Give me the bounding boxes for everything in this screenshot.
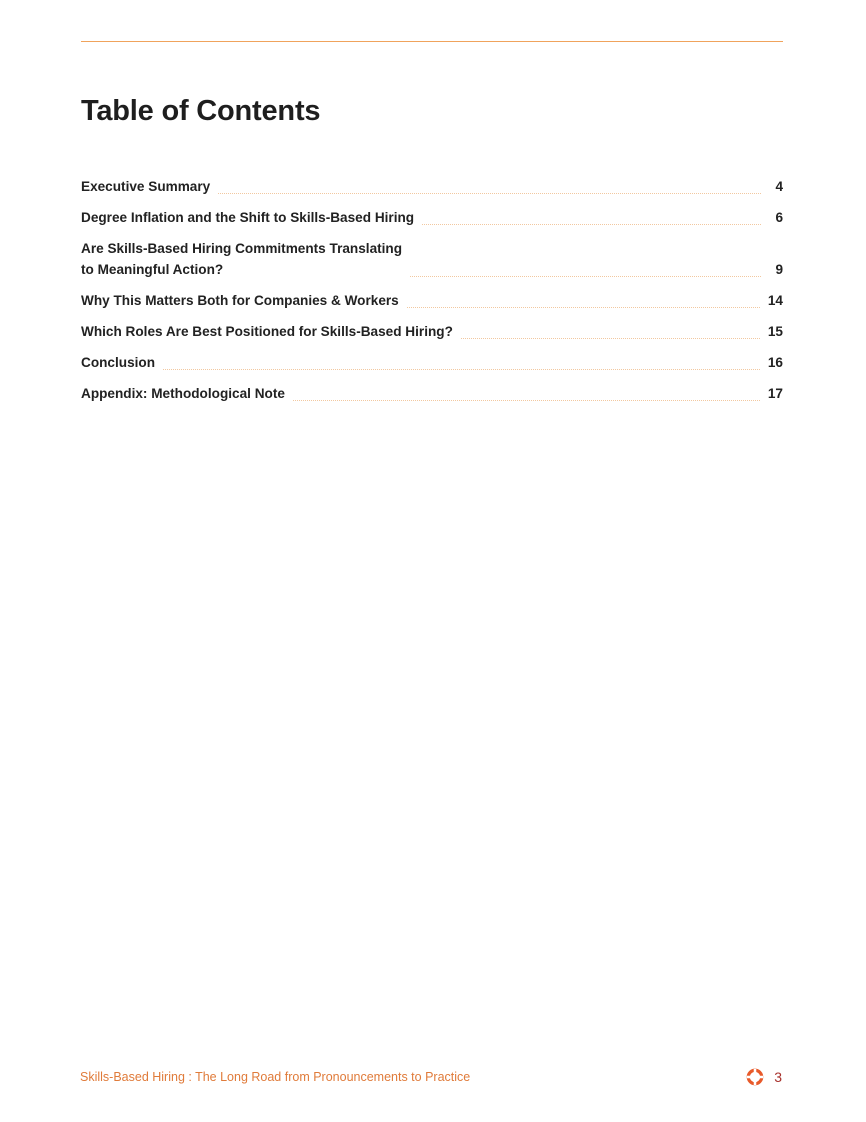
toc-entry-which-roles[interactable] xyxy=(81,321,783,342)
toc-entry-label: Appendix: Methodological Note xyxy=(81,386,285,401)
toc-entry-label: Which Roles Are Best Positioned for Skills-Based Hiring? xyxy=(81,324,453,339)
page-title: Table of Contents xyxy=(81,95,321,127)
logo-ring-icon xyxy=(746,1068,764,1086)
toc-leader xyxy=(293,400,760,401)
toc-entry-label: Are Skills-Based Hiring Commitments Translating to Meaningful Action? xyxy=(81,241,403,277)
header-rule xyxy=(81,41,783,42)
table-of-contents xyxy=(81,176,783,414)
toc-entry-executive-summary[interactable] xyxy=(81,176,783,197)
toc-entry-why-this-matters[interactable] xyxy=(81,290,783,311)
footer-page-marker xyxy=(746,1068,782,1086)
toc-leader xyxy=(410,276,761,277)
toc-leader xyxy=(218,193,761,194)
footer-document-title: Skills-Based Hiring : The Long Road from Pronouncements to Practice xyxy=(80,1070,471,1084)
toc-page-number: 14 xyxy=(767,293,783,308)
toc-page-number: 15 xyxy=(767,324,783,339)
toc-leader xyxy=(163,369,760,370)
toc-entry-appendix[interactable] xyxy=(81,383,783,404)
toc-entry-label: Executive Summary xyxy=(81,179,211,194)
toc-page-number: 16 xyxy=(767,355,783,370)
toc-leader xyxy=(461,338,760,339)
toc-entry-label: Degree Inflation and the Shift to Skills-Based Hiring xyxy=(81,210,415,225)
toc-entry-commitments-translating[interactable] xyxy=(81,238,783,280)
toc-page-number: 6 xyxy=(775,210,783,225)
toc-leader xyxy=(422,224,761,225)
toc-entry-label: Why This Matters Both for Companies & Workers xyxy=(81,293,399,308)
toc-entry-degree-inflation[interactable] xyxy=(81,207,783,228)
page-number: 3 xyxy=(774,1069,782,1085)
toc-entry-conclusion[interactable] xyxy=(81,352,783,373)
toc-entry-label: Conclusion xyxy=(81,355,156,370)
toc-leader xyxy=(407,307,760,308)
toc-page-number: 9 xyxy=(775,262,783,277)
toc-page-number: 17 xyxy=(767,386,783,401)
toc-page-number: 4 xyxy=(775,179,783,194)
